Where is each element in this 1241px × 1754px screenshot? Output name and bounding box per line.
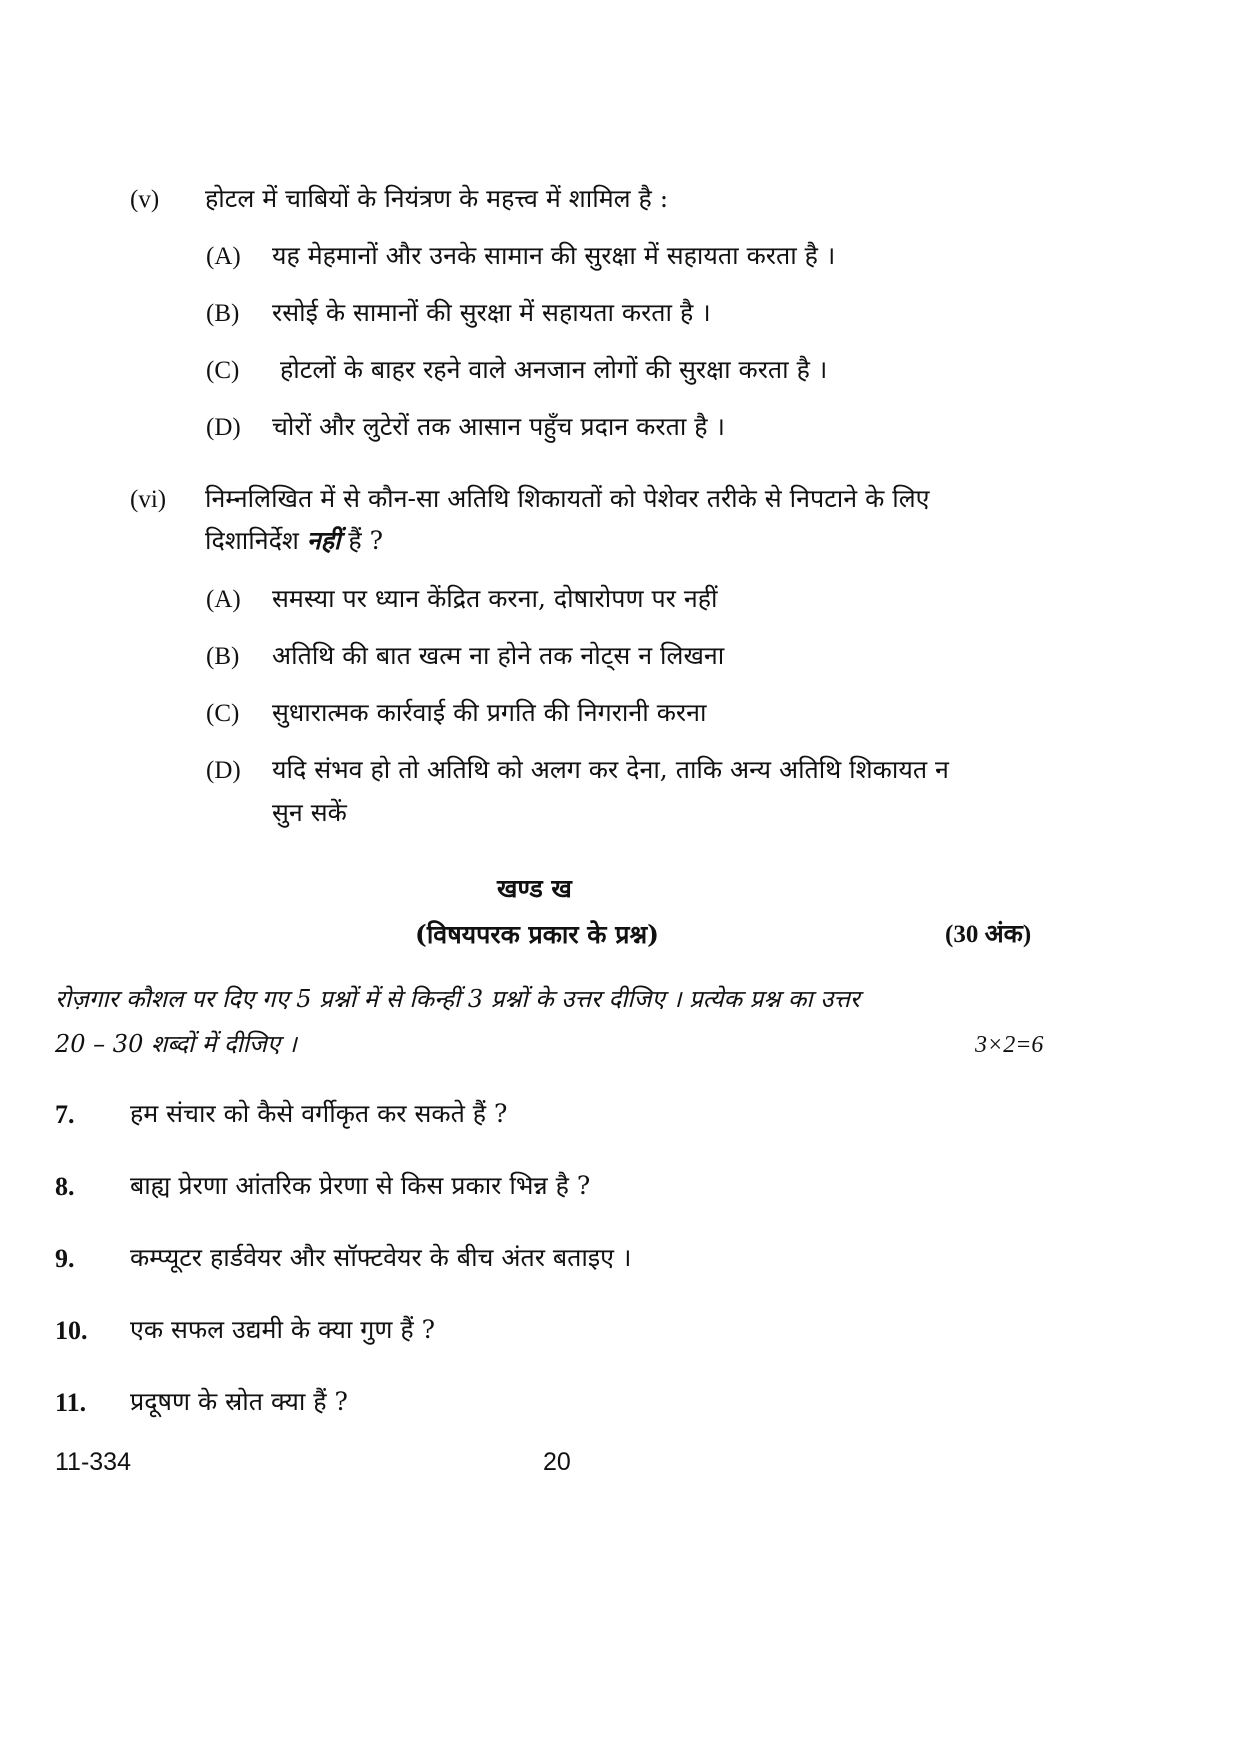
question-number: 10.	[55, 1316, 88, 1345]
page-number: 20	[543, 1448, 571, 1476]
option-text: समस्या पर ध्यान केंद्रित करना, दोषारोपण पर नहीं	[272, 584, 718, 613]
section-subtitle: (विषयपरक प्रकार के प्रश्न)	[415, 920, 659, 949]
option-text: चोरों और लुटेरों तक आसान पहुँच प्रदान करता है ।	[272, 412, 725, 441]
option-label: (D)	[206, 414, 241, 441]
option-text: सुधारात्मक कार्रवाई की प्रगति की निगरानी करना	[272, 698, 707, 727]
option-label: (B)	[206, 300, 240, 327]
option-label: (C)	[206, 357, 240, 384]
question-vi-emphasis: नहीं	[306, 526, 341, 555]
question-text: हम संचार को कैसे वर्गीकृत कर सकते हैं ?	[130, 1099, 508, 1128]
option-label: (C)	[206, 700, 240, 727]
instructions-line1: रोज़गार कौशल पर दिए गए 5 प्रश्नों में से किन्हीं 3 प्रश्नों के उत्तर दीजिए । प्रत्येक प्रश्न का उत्तर	[55, 985, 860, 1013]
option-text: यह मेहमानों और उनके सामान की सुरक्षा में सहायता करता है ।	[272, 241, 836, 270]
instructions-line2: 20 – 30 शब्दों में दीजिए ।	[55, 1030, 297, 1058]
question-vi-text-pre: दिशानिर्देश	[205, 526, 299, 555]
option-text-line2: सुन सकें	[272, 798, 347, 827]
question-v-text: होटल में चाबियों के नियंत्रण के महत्त्व में शामिल है :	[205, 184, 669, 213]
question-vi-text-line1: निम्नलिखित में से कौन-सा अतिथि शिकायतों को पेशेवर तरीके से निपटाने के लिए	[205, 484, 930, 513]
option-label: (A)	[206, 243, 241, 270]
question-vi-number: (vi)	[130, 486, 167, 513]
instructions-marks: 3×2=6	[975, 1032, 1044, 1058]
question-text: एक सफल उद्यमी के क्या गुण हैं ?	[130, 1315, 436, 1344]
option-label: (D)	[206, 757, 241, 784]
question-v-number: (v)	[130, 186, 160, 213]
option-text-line1: यदि संभव हो तो अतिथि को अलग कर देना, ताकि अन्य अतिथि शिकायत न	[272, 755, 949, 784]
section-title: खण्ड ख	[497, 874, 572, 903]
question-text: बाह्य प्रेरणा आंतरिक प्रेरणा से किस प्रकार भिन्न है ?	[130, 1171, 591, 1200]
question-number: 11.	[55, 1388, 87, 1417]
option-text: रसोई के सामानों की सुरक्षा में सहायता करता है ।	[272, 298, 711, 327]
question-vi-text-line2	[205, 524, 383, 558]
option-label: (B)	[206, 643, 240, 670]
question-number: 9.	[55, 1244, 75, 1273]
question-text: कम्प्यूटर हार्डवेयर और सॉफ्टवेयर के बीच अंतर बताइए ।	[130, 1243, 632, 1272]
question-number: 7.	[55, 1100, 75, 1129]
option-label: (A)	[206, 586, 241, 613]
question-number: 8.	[55, 1172, 75, 1201]
option-text: होटलों के बाहर रहने वाले अनजान लोगों की सुरक्षा करता है ।	[280, 355, 828, 384]
section-marks: (30 अंक)	[945, 921, 1032, 948]
question-text: प्रदूषण के स्रोत क्या हैं ?	[130, 1387, 348, 1416]
paper-code: 11-334	[55, 1448, 131, 1476]
option-text: अतिथि की बात खत्म ना होने तक नोट्स न लिखना	[272, 641, 725, 670]
question-vi-text-post: हैं ?	[348, 526, 384, 555]
